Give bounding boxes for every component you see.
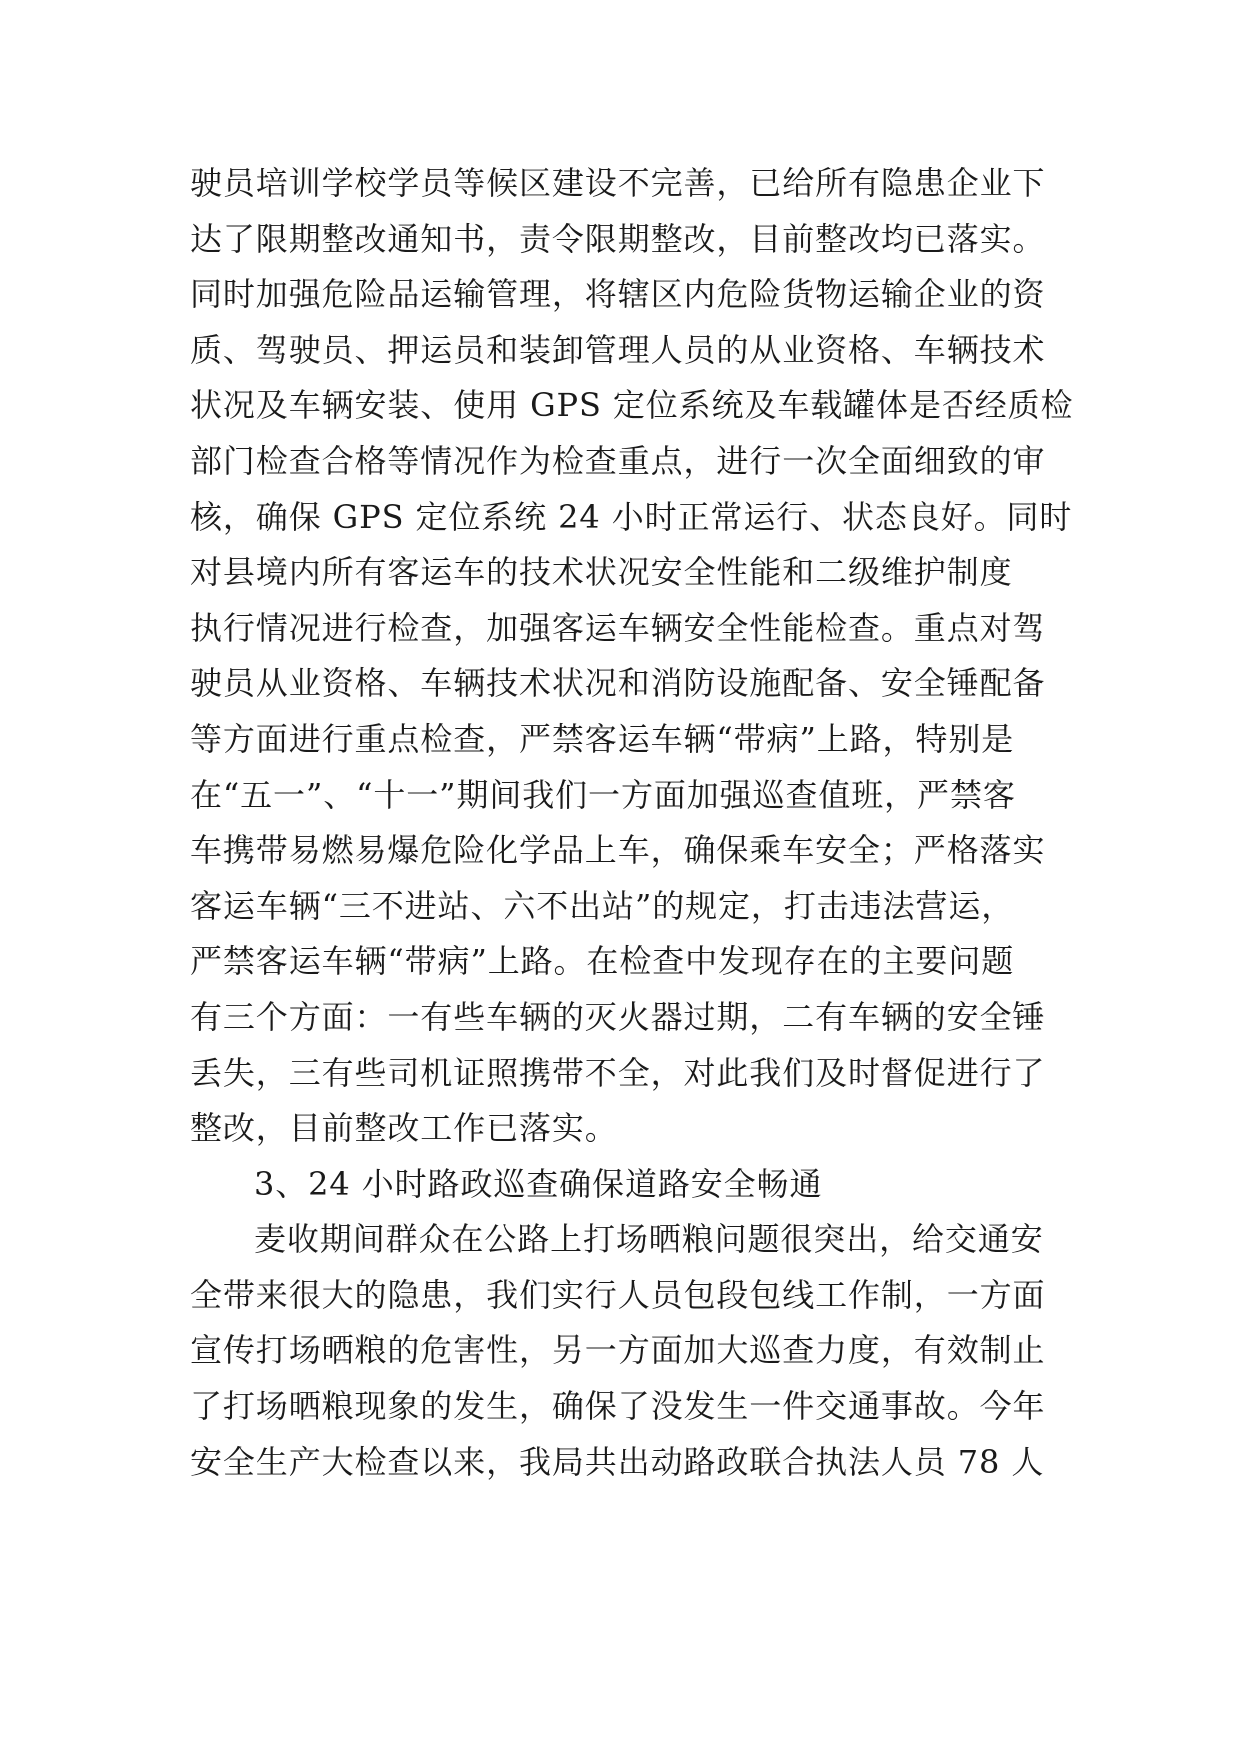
text-line: 质、驾驶员、押运员和装卸管理人员的从业资格、车辆技术 [190, 330, 1046, 369]
text-line: 等方面进行重点检查，严禁客运车辆“带病”上路，特别是 [190, 719, 1015, 758]
text-line: 车携带易燃易爆危险化学品上车，确保乘车安全；严格落实 [190, 831, 1046, 870]
text-line: 了打场晒粮现象的发生，确保了没发生一件交通事故。今年 [190, 1387, 1046, 1426]
text-line: 部门检查合格等情况作为检查重点，进行一次全面细致的审 [190, 441, 1046, 480]
text-line: 客运车辆“三不进站、六不出站”的规定，打击违法营运， [190, 886, 1015, 925]
document-body [190, 156, 1074, 1490]
text-line: 达了限期整改通知书，责令限期整改，目前整改均已落实。 [190, 219, 1046, 258]
text-line: 驶员从业资格、车辆技术状况和消防设施配备、安全锤配备 [190, 664, 1046, 703]
section-heading: 3、24 小时路政巡查确保道路安全畅通 [254, 1164, 823, 1203]
text-line: 丢失，三有些司机证照携带不全，对此我们及时督促进行了 [190, 1053, 1046, 1092]
text-line: 状况及车辆安装、使用 GPS 定位系统及车载罐体是否经质检 [190, 386, 1074, 425]
paragraph-start: 麦收期间群众在公路上打场晒粮问题很突出，给交通安 [254, 1220, 1044, 1259]
text-line: 核，确保 GPS 定位系统 24 小时正常运行、状态良好。同时 [190, 497, 1073, 536]
text-line: 驶员培训学校学员等候区建设不完善，已给所有隐患企业下 [190, 164, 1046, 202]
text-line: 安全生产大检查以来，我局共出动路政联合执法人员 78 人 [190, 1442, 1045, 1481]
text-line: 有三个方面：一有些车辆的灭火器过期，二有车辆的安全锤 [190, 997, 1046, 1036]
text-line: 在“五一”、“十一”期间我们一方面加强巡查值班，严禁客 [190, 775, 1016, 814]
text-line: 全带来很大的隐患，我们实行人员包段包线工作制，一方面 [190, 1275, 1046, 1314]
text-line: 对县境内所有客运车的技术状况安全性能和二级维护制度 [190, 553, 1013, 592]
text-line: 宣传打场晒粮的危害性，另一方面加大巡查力度，有效制止 [190, 1331, 1046, 1370]
text-line: 整改，目前整改工作已落实。 [190, 1109, 618, 1148]
text-line: 严禁客运车辆“带病”上路。在检查中发现存在的主要问题 [190, 942, 1015, 981]
text-line: 同时加强危险品运输管理，将辖区内危险货物运输企业的资 [190, 275, 1046, 314]
text-line: 执行情况进行检查，加强客运车辆安全性能检查。重点对驾 [190, 608, 1046, 647]
